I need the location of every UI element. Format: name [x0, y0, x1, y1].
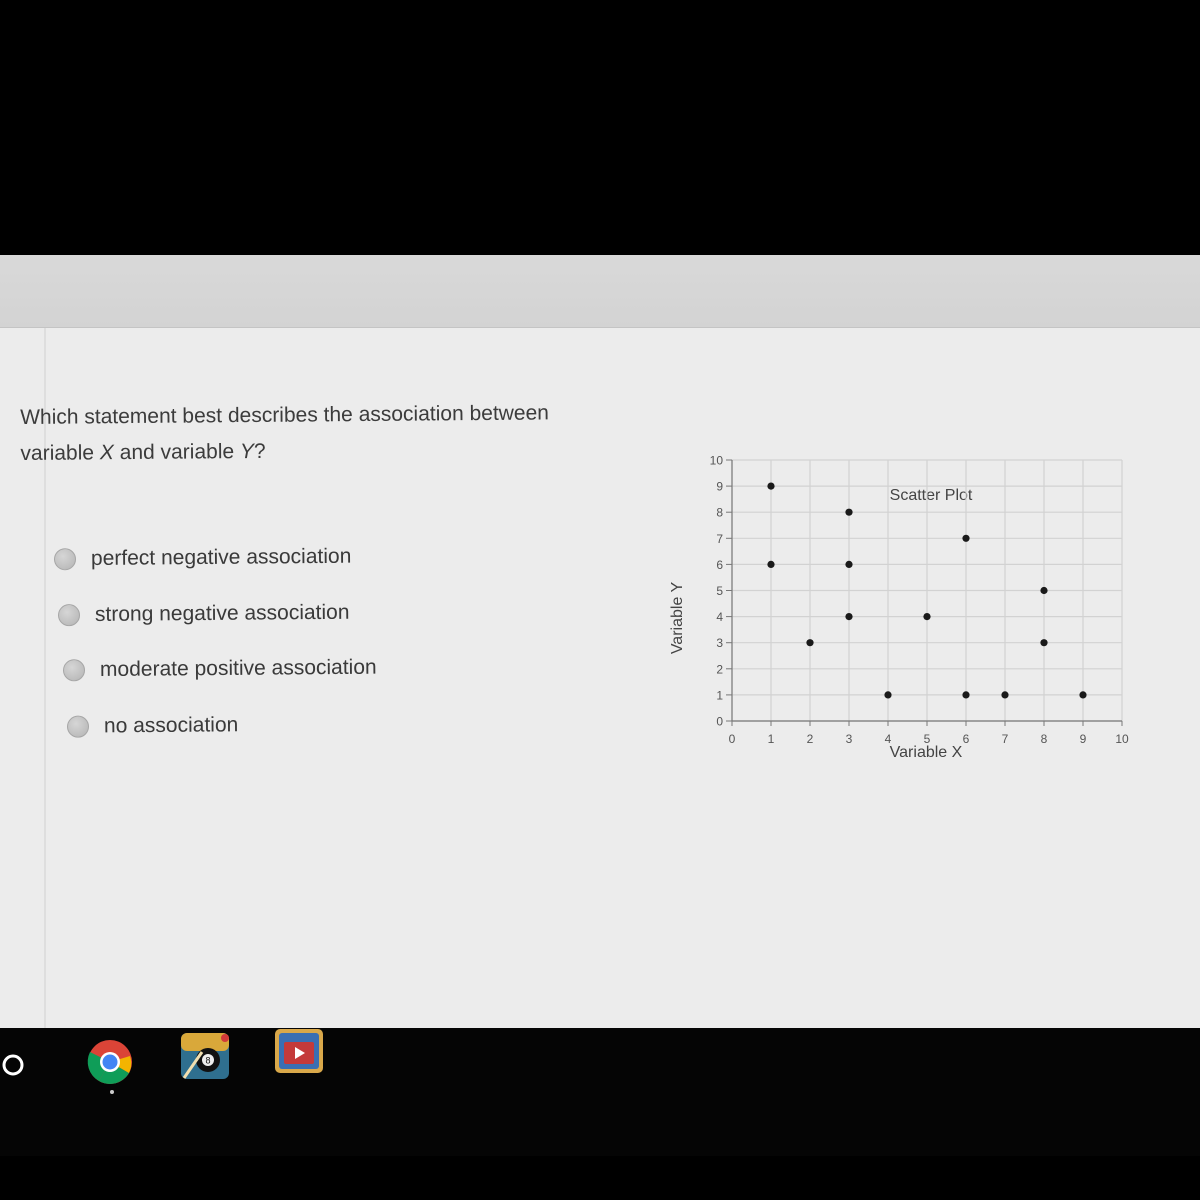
data-point: [845, 561, 852, 568]
data-point: [962, 535, 969, 542]
x-tick-label: 0: [728, 732, 736, 746]
radio-button[interactable]: [63, 659, 85, 681]
x-tick-label: 10: [1115, 732, 1129, 746]
data-point: [767, 483, 774, 490]
question-line-1: Which statement best describes the association between: [20, 401, 550, 429]
data-point: [1040, 639, 1047, 646]
y-tick-label: 0: [716, 714, 723, 729]
data-point: [962, 691, 969, 698]
question-line-2: [20, 431, 620, 472]
eight-ball-number: 8: [205, 1055, 211, 1066]
x-tick-label: 7: [1001, 732, 1009, 746]
video-player-icon[interactable]: [274, 1028, 324, 1074]
option-label: no association: [103, 713, 239, 738]
data-point: [923, 613, 930, 620]
chart-grid: [732, 460, 1122, 721]
answer-option-strong-negative[interactable]: [58, 601, 350, 628]
browser-window: [0, 255, 1200, 1030]
data-point: [884, 691, 891, 698]
x-tick-label: 6: [962, 732, 970, 746]
variable-y-italic: Y: [239, 439, 255, 464]
data-point: [845, 613, 852, 620]
answer-option-perfect-negative[interactable]: [54, 545, 352, 572]
y-tick-label: 3: [716, 636, 723, 651]
x-tick-label: 2: [806, 732, 814, 746]
data-point: [806, 639, 813, 646]
radio-button[interactable]: [58, 604, 80, 626]
y-tick-label: 2: [716, 662, 723, 677]
x-tick-label: 8: [1040, 732, 1048, 746]
y-tick-label: 8: [716, 505, 723, 520]
variable-x-italic: X: [99, 441, 114, 465]
y-tick-label: 4: [716, 610, 723, 625]
x-tick-label: 1: [767, 732, 775, 746]
data-point: [1079, 691, 1086, 698]
y-tick-label: 6: [716, 557, 723, 572]
scatter-plot: [660, 453, 1140, 778]
question-text: [20, 395, 621, 472]
data-point: [845, 509, 852, 516]
y-tick-labels: [710, 454, 732, 729]
launcher-circle-icon[interactable]: [0, 1050, 30, 1080]
x-tick-labels: [729, 721, 1129, 746]
x-tick-label: 9: [1079, 732, 1087, 746]
option-label: strong negative association: [94, 600, 350, 626]
question-area: [0, 328, 1200, 1030]
x-tick-label: 3: [845, 732, 853, 746]
answer-option-no-association[interactable]: [67, 713, 238, 738]
data-point: [1040, 587, 1047, 594]
question-text-part: and variable: [113, 440, 241, 465]
option-label: moderate positive association: [99, 655, 377, 682]
chrome-icon[interactable]: [86, 1038, 134, 1096]
y-tick-label: 10: [709, 453, 723, 468]
question-text-part: variable: [20, 441, 100, 465]
taskbar: [0, 1028, 1200, 1156]
y-tick-label: 7: [716, 531, 723, 546]
data-point: [1001, 691, 1008, 698]
radio-button[interactable]: [67, 716, 89, 738]
x-tick-label: 4: [884, 732, 892, 746]
radio-button[interactable]: [54, 548, 76, 570]
answer-option-moderate-positive[interactable]: [63, 656, 377, 683]
eight-ball-pool-icon[interactable]: [180, 1032, 230, 1080]
chart-title: Scatter Plot: [889, 487, 973, 504]
y-tick-label: 5: [716, 584, 723, 598]
data-point: [767, 561, 774, 568]
page-header-bar: [0, 255, 1200, 328]
question-mark: ?: [253, 439, 266, 463]
option-label: perfect negative association: [90, 544, 352, 570]
y-tick-label: 1: [716, 688, 723, 703]
x-tick-label: 5: [923, 732, 931, 746]
y-axis-label: Variable Y: [669, 581, 686, 655]
x-axis-label: Variable X: [889, 744, 963, 761]
y-tick-label: 9: [716, 479, 723, 494]
